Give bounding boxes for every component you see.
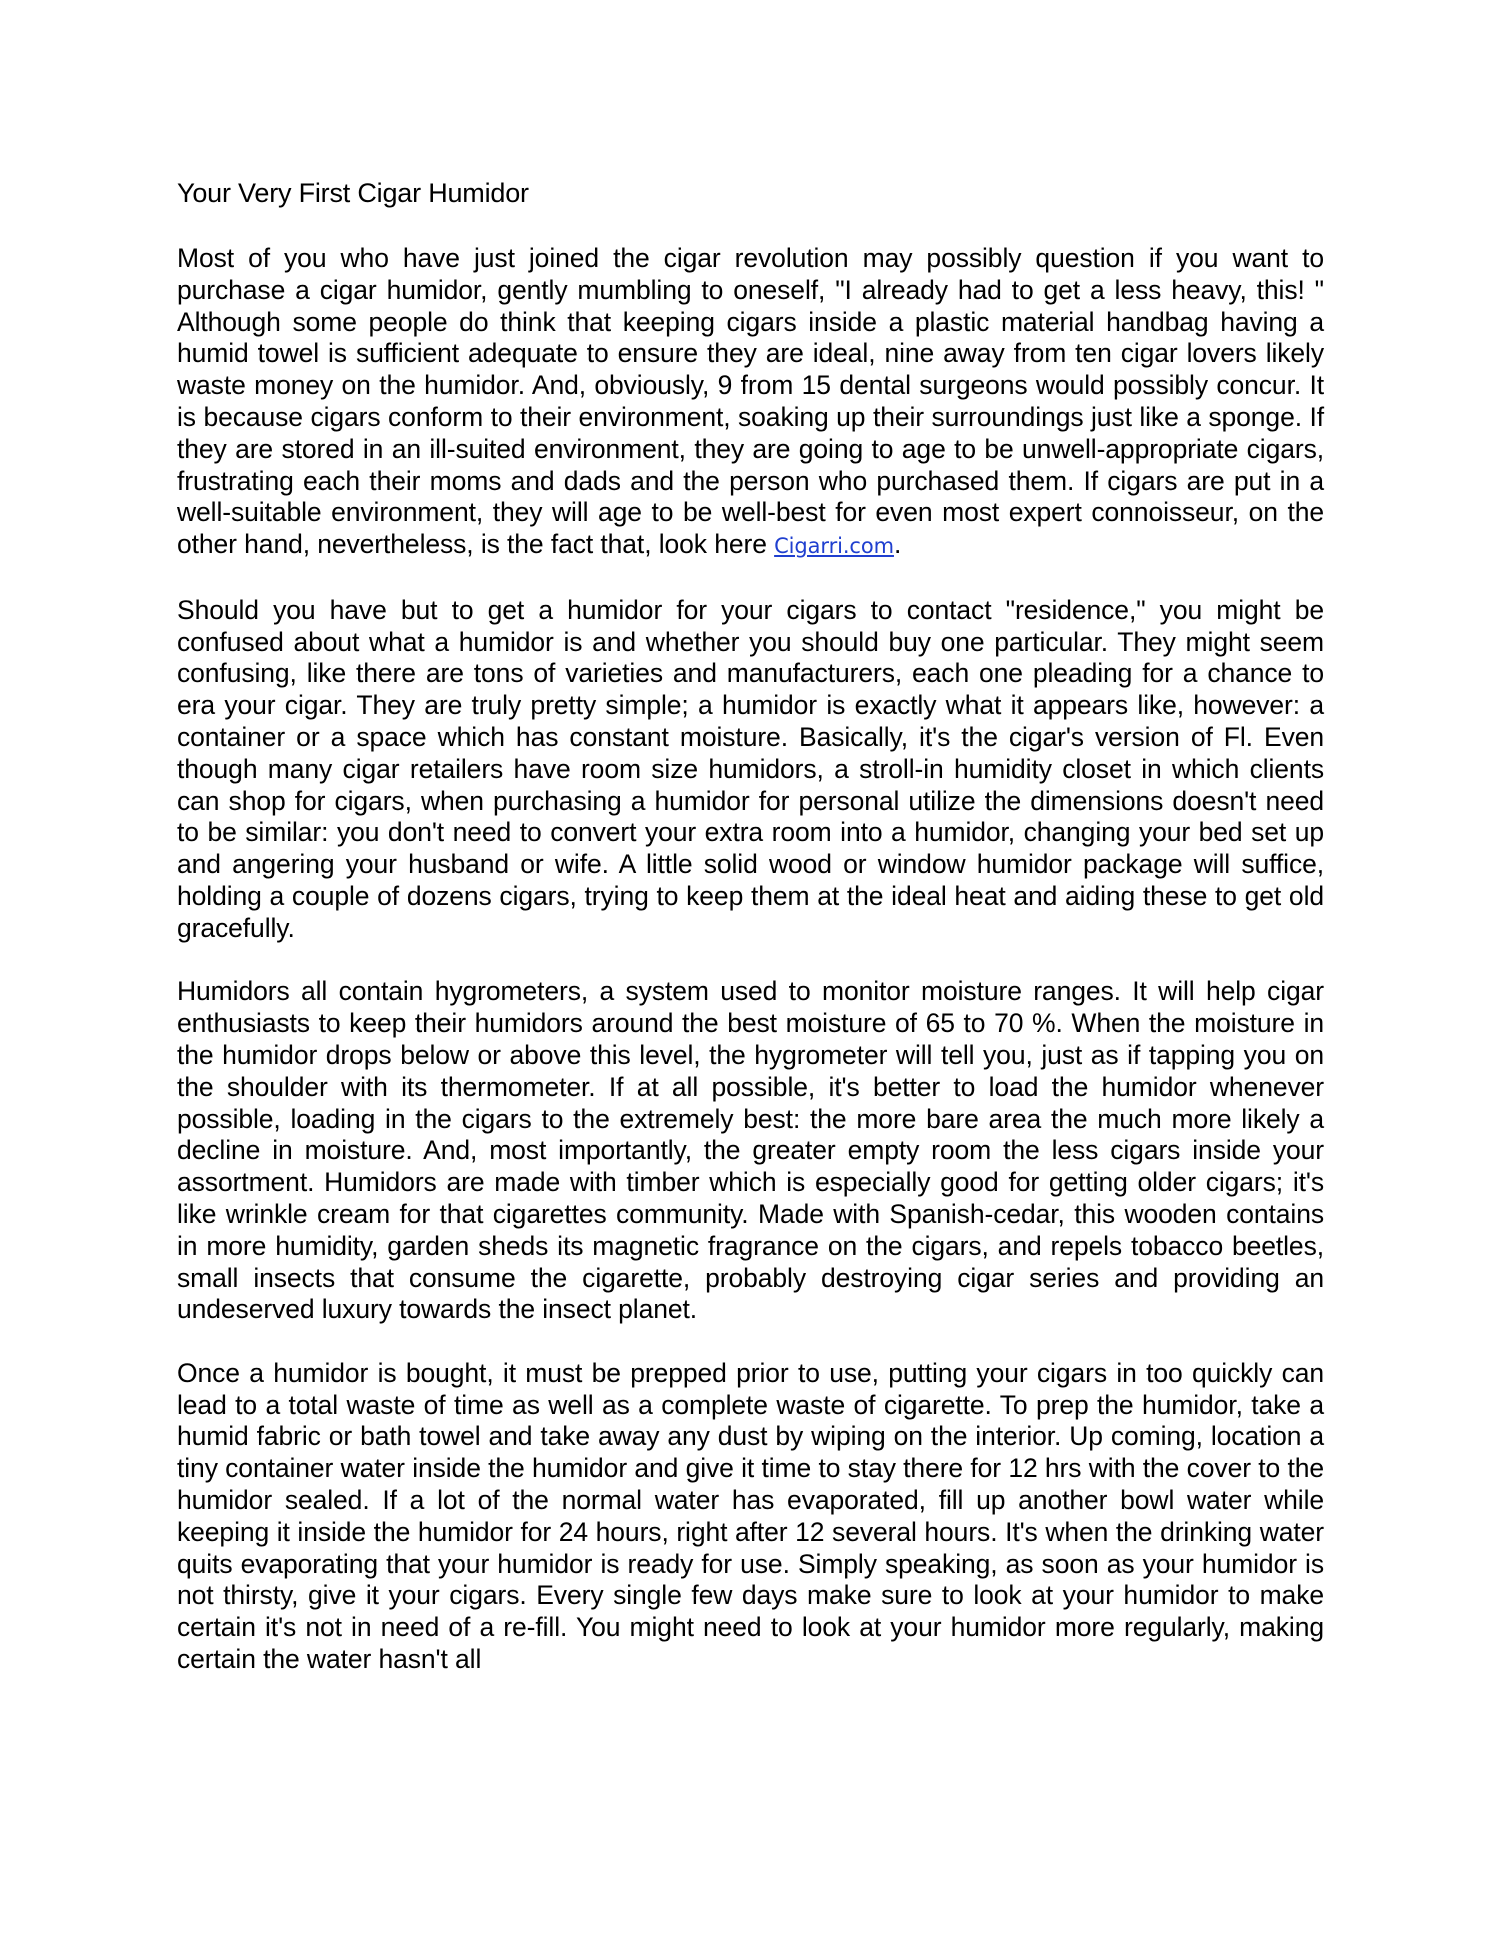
paragraph-intro-text: Most of you who have just joined the cigar revolution may possibly question if you want to purchase a cigar humidor, gently mumbling to oneself, "I already had to get a less heavy, this! " Although some people do think that keeping cigars inside a plastic material handbag having a humid towel is sufficient adequate to ensure they are ideal, nine away from ten cigar lovers likely waste money on the humidor. And, obviously, 9 from 15 dental surgeons would possibly concur. It is because cigars conform to their environment, soaking up their surroundings just like a sponge. If they are stored in an ill-suited environment, they are going to age to be unwell-appropriate cigars, frustrating each their moms and dads and the person who purchased them. If cigars are put in a well-suitable environment, they will age to be well-best for even most expert connoisseur, on the other hand, nevertheless, is the fact that, look here <box>177 243 1324 560</box>
document-body <box>177 175 1324 1676</box>
paragraph-intro <box>177 243 1324 563</box>
paragraph-prepping: Once a humidor is bought, it must be prepped prior to use, putting your cigars in too quickly can lead to a total waste of time as well as a complete waste of cigarette. To prep the humidor, take a humid fabric or bath towel and take away any dust by wiping on the interior. Up coming, location a tiny container water inside the humidor and give it time to stay there for 12 hrs with the cover to the humidor sealed. If a lot of the normal water has evaporated, fill up another bowl water while keeping it inside the humidor for 24 hours, right after 12 several hours. It's when the drinking water quits evaporating that your humidor is ready for use. Simply speaking, as soon as your humidor is not thirsty, give it your cigars. Every single few days make sure to look at your humidor to make certain it's not in need of a re-fill. You might need to look at your humidor more regularly, making certain the water hasn't all <box>177 1357 1324 1675</box>
paragraph-hygrometers: Humidors all contain hygrometers, a system used to monitor moisture ranges. It will help cigar enthusiasts to keep their humidors around the best moisture of 65 to 70 %. When the moisture in the humidor drops below or above this level, the hygrometer will tell you, just as if tapping you on the shoulder with its thermometer. If at all possible, it's better to load the humidor whenever possible, loading in the cigars to the extremely best: the more bare area the much more likely a decline in moisture. And, most importantly, the greater empty room the less cigars inside your assortment. Humidors are made with timber which is especially good for getting older cigars; it's like wrinkle cream for that cigarettes community. Made with Spanish-cedar, this wooden contains in more humidity, garden sheds its magnetic fragrance on the cigars, and repels tobacco beetles, small insects that consume the cigarette, probably destroying cigar series and providing an undeserved luxury towards the insect planet. <box>177 976 1324 1325</box>
paragraph-humidor-basics: Should you have but to get a humidor for your cigars to contact "residence," you might be confused about what a humidor is and whether you should buy one particular. They might seem confusing, like there are tons of varieties and manufacturers, each one pleading for a chance to era your cigar. They are truly pretty simple; a humidor is exactly what it appears like, however: a container or a space which has constant moisture. Basically, it's the cigar's version of Fl. Even though many cigar retailers have room size humidors, a stroll-in humidity closet in which clients can shop for cigars, when purchasing a humidor for personal utilize the dimensions doesn't need to be similar: you don't need to convert your extra room into a humidor, changing your bed set up and angering your husband or wife. A little solid wood or window humidor package will suffice, holding a couple of dozens cigars, trying to keep them at the ideal heat and aiding these to get old gracefully. <box>177 594 1324 943</box>
cigarri-link[interactable]: Cigarri.com <box>774 534 894 559</box>
paragraph-intro-trailing: . <box>893 529 902 560</box>
document-title: Your Very First Cigar Humidor <box>177 178 529 208</box>
